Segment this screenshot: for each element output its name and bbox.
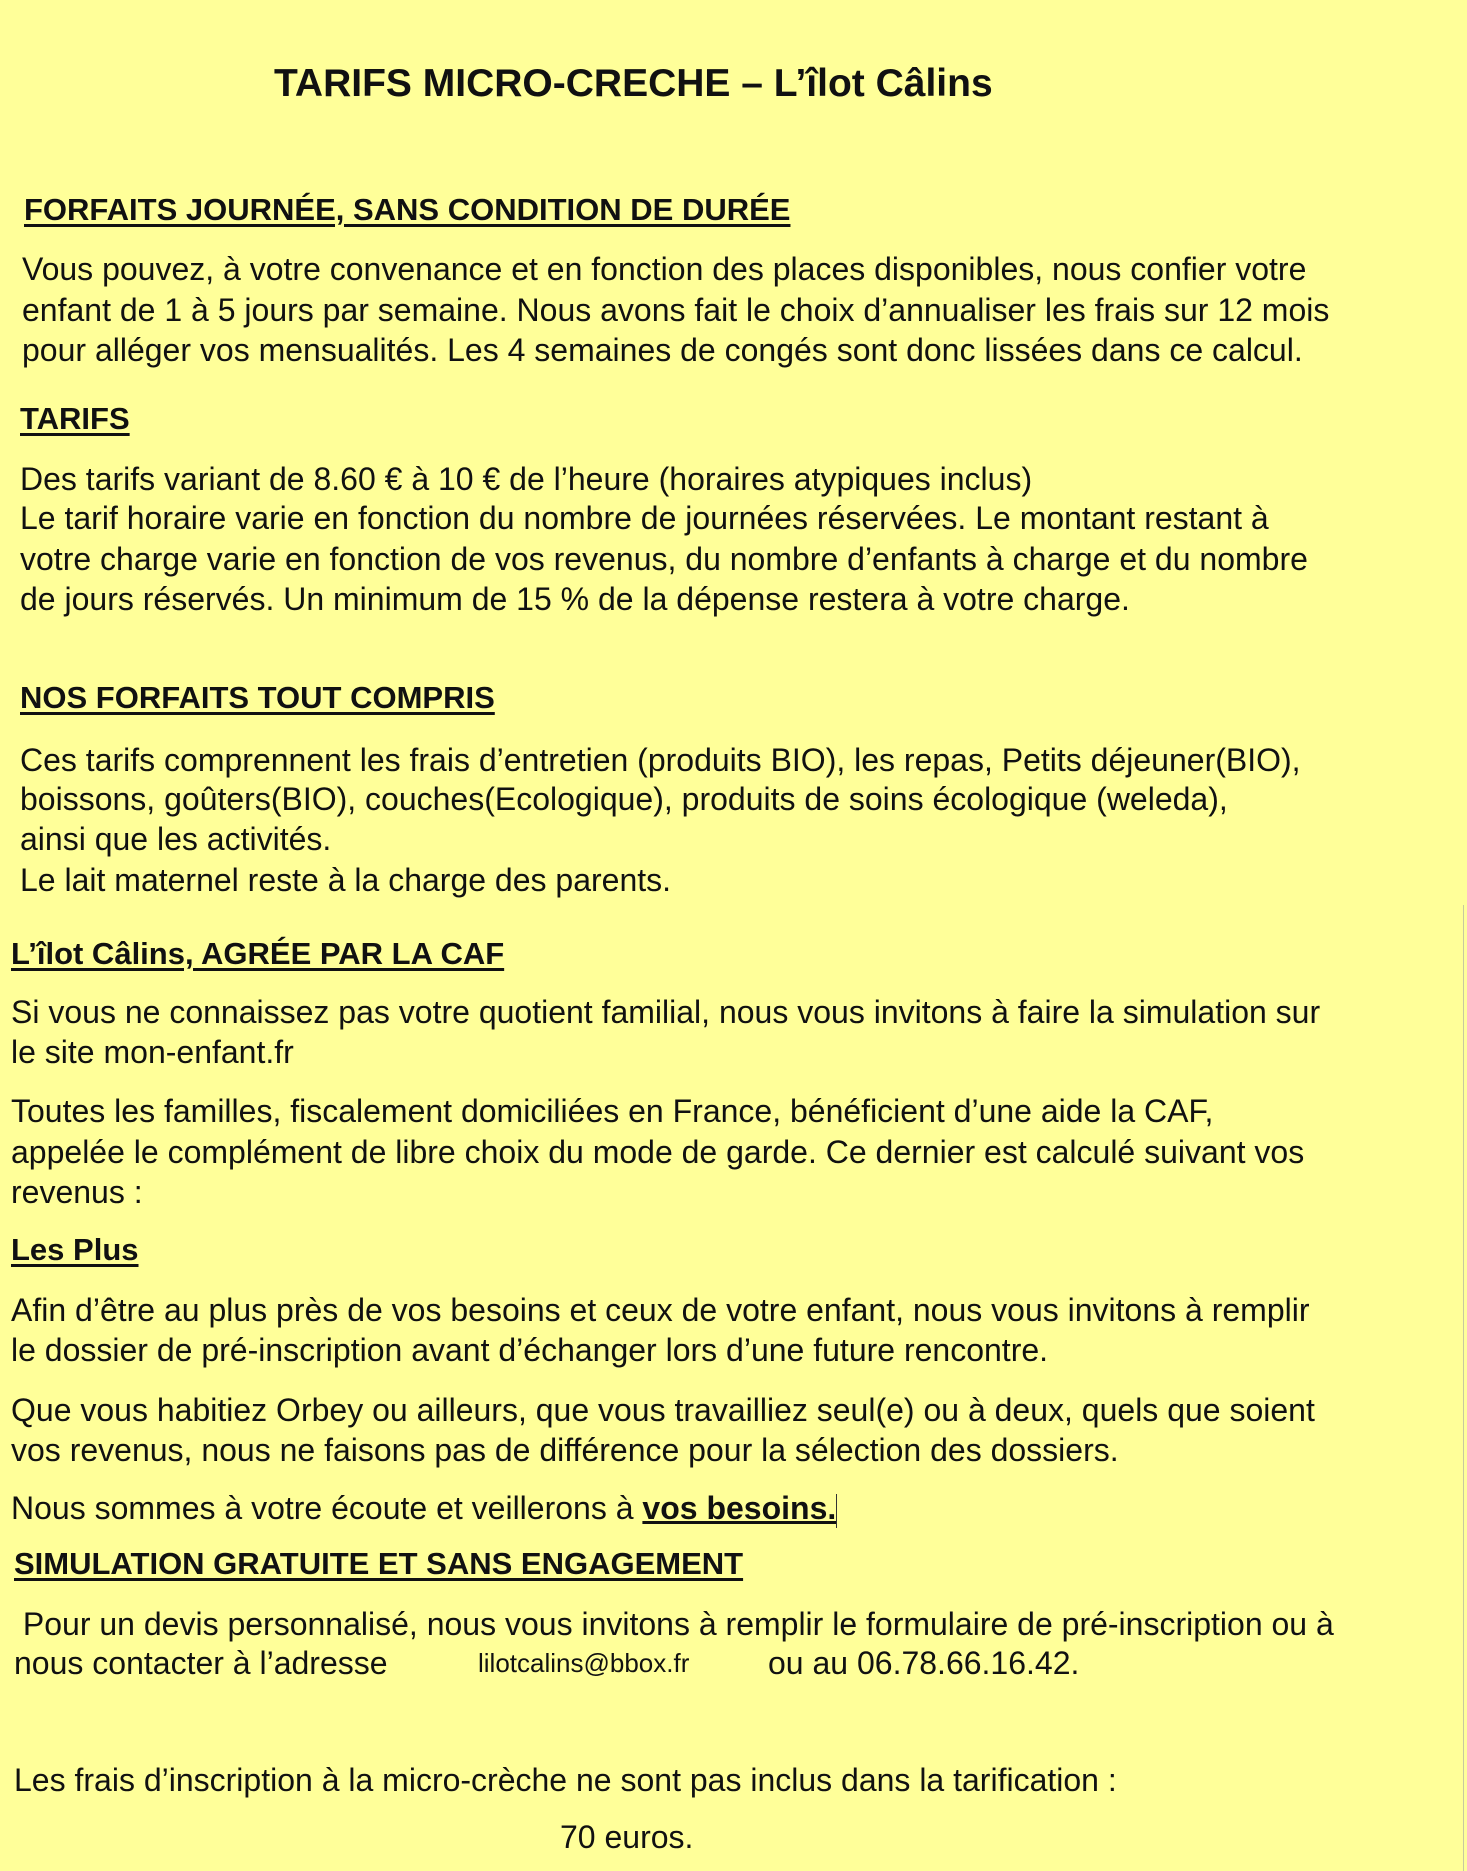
paragraph-line: vos revenus, nous ne faisons pas de différence pour la sélection des dossiers. (11, 1432, 1119, 1468)
heading-caf: L’îlot Câlins, AGRÉE PAR LA CAF (11, 936, 505, 971)
paragraph-line: Ces tarifs comprennent les frais d’entretien (produits BIO), les repas, Petits déjeuner(BIO), (20, 742, 1301, 778)
paragraph-line: Le tarif horaire varie en fonction du nombre de journées réservées. Le montant restant à (20, 500, 1269, 536)
heading-tout-compris: NOS FORFAITS TOUT COMPRIS (20, 680, 495, 715)
paragraph-line: de jours réservés. Un minimum de 15 % de la dépense restera à votre charge. (20, 581, 1130, 617)
paragraph-line: le dossier de pré-inscription avant d’échanger lors d’une future rencontre. (11, 1332, 1049, 1368)
heading-simulation: SIMULATION GRATUITE ET SANS ENGAGEMENT (14, 1546, 744, 1581)
text: Nous sommes à votre écoute et veillerons à (11, 1490, 643, 1526)
page-title: TARIFS MICRO-CRECHE – L’îlot Câlins (274, 62, 993, 105)
heading-les-plus: Les Plus (11, 1232, 139, 1267)
vertical-divider (1463, 905, 1464, 1871)
text-cursor (836, 1494, 837, 1528)
heading-tarifs: TARIFS (20, 401, 130, 436)
paragraph-line: Que vous habitiez Orbey ou ailleurs, que vous travailliez seul(e) ou à deux, quels que soient (11, 1392, 1315, 1428)
paragraph-line (11, 1488, 837, 1528)
paragraph-line: ainsi que les activités. (20, 821, 332, 857)
phone-number: ou au 06.78.66.16.42. (768, 1645, 1080, 1681)
paragraph-line: appelée le complément de libre choix du mode de garde. Ce dernier est calculé suivant vos (11, 1134, 1305, 1170)
paragraph-line: Si vous ne connaissez pas votre quotient familial, nous vous invitons à faire la simulation sur (11, 994, 1321, 1030)
paragraph-line: Le lait maternel reste à la charge des parents. (20, 862, 672, 898)
paragraph-line: Les frais d’inscription à la micro-crèche ne sont pas inclus dans la tarification : (14, 1762, 1117, 1798)
paragraph-line: Afin d’être au plus près de vos besoins et ceux de votre enfant, nous vous invitons à remplir (11, 1292, 1310, 1328)
paragraph-line: votre charge varie en fonction de vos revenus, du nombre d’enfants à charge et du nombre (20, 541, 1308, 577)
paragraph-line: pour alléger vos mensualités. Les 4 semaines de congés sont donc lissées dans ce calcul. (22, 332, 1303, 368)
heading-forfaits-journee: FORFAITS JOURNÉE, SANS CONDITION DE DURÉE (24, 192, 791, 227)
inscription-fee: 70 euros. (560, 1819, 694, 1855)
email-link[interactable]: lilotcalins@bbox.fr (478, 1648, 690, 1678)
paragraph-line: enfant de 1 à 5 jours par semaine. Nous avons fait le choix d’annualiser les frais sur 12 mois (22, 292, 1330, 328)
paragraph-line: nous contacter à l’adresse (14, 1645, 388, 1681)
emphasis-text: vos besoins. (642, 1490, 837, 1526)
paragraph-line: Toutes les familles, fiscalement domiciliées en France, bénéficient d’une aide la CAF, (11, 1093, 1214, 1129)
paragraph-line: Des tarifs variant de 8.60 € à 10 € de l’heure (horaires atypiques inclus) (20, 461, 1033, 497)
paragraph-line: revenus : (11, 1174, 143, 1210)
paragraph-line: boissons, goûters(BIO), couches(Ecologique), produits de soins écologique (weleda), (20, 781, 1228, 817)
paragraph-line: le site mon-enfant.fr (11, 1034, 294, 1070)
paragraph-line: Pour un devis personnalisé, nous vous invitons à remplir le formulaire de pré-inscription ou à (14, 1606, 1334, 1642)
paragraph-line: Vous pouvez, à votre convenance et en fonction des places disponibles, nous confier votre (22, 251, 1307, 287)
